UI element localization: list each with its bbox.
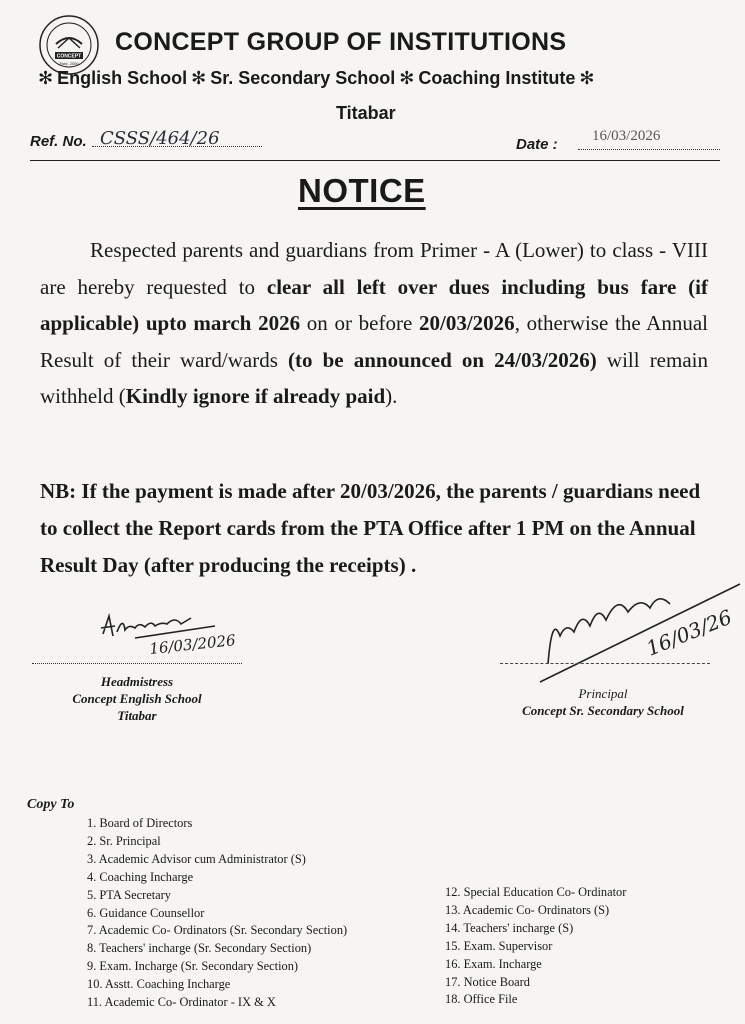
principal-signature <box>500 574 745 684</box>
principal-dashed-line <box>500 663 710 664</box>
date-value: 16/03/2026 <box>592 128 661 144</box>
headmistress-place: Titabar <box>117 708 157 723</box>
headmistress-title: Headmistress <box>100 674 174 689</box>
asterisk-icon: ✻ <box>579 68 595 88</box>
list-item: 16. Exam. Incharge <box>445 956 542 971</box>
copy-to-label: Copy To <box>27 797 75 812</box>
copy-to-list-left <box>87 815 347 1012</box>
list-item: 3. Academic Advisor cum Administrator (S) <box>87 851 306 866</box>
header-divider <box>30 160 720 161</box>
institution-wings <box>34 68 598 89</box>
principal-school: Concept Sr. Secondary School <box>522 703 684 718</box>
list-item: 17. Notice Board <box>445 974 530 989</box>
principal-block <box>498 685 708 719</box>
ref-number: CSSS/464/26 <box>100 128 220 149</box>
list-item: 12. Special Education Co- Ordinator <box>445 885 627 899</box>
wing-coaching-institute: Coaching Institute <box>418 68 576 88</box>
list-item: 10. Asstt. Coaching Incharge <box>87 977 231 992</box>
asterisk-icon: ✻ <box>191 68 207 88</box>
list-item: 8. Teachers' incharge (Sr. Secondary Section) <box>87 941 312 956</box>
list-item: 4. Coaching Incharge <box>87 869 194 884</box>
notice-title: NOTICE <box>298 172 426 209</box>
wing-sr-secondary-school: Sr. Secondary School <box>210 68 396 88</box>
body-text-5: ). <box>385 384 398 408</box>
nb-note: NB: If the payment is made after 20/03/2026, the parents / guardians need to collect the Report cards from the PTA Office after 1 PM on the Annual Result Day (after producing the receipts) . <box>40 479 701 577</box>
headmistress-sign-date: 16/03/2026 <box>148 631 237 658</box>
institution-name: CONCEPT GROUP OF INSTITUTIONS <box>115 28 567 56</box>
body-bold-dues: clear all left over dues including bus fare (if applicable) upto march 2026 <box>40 274 708 335</box>
body-bold-announce: (to be announced on 24/03/2026) <box>288 347 597 372</box>
list-item: 11. Academic Co- Ordinator - IX & X <box>87 995 276 1010</box>
institution-place: Titabar <box>336 103 396 123</box>
headmistress-school: Concept English School <box>72 691 202 706</box>
copy-to-list-right <box>445 884 626 1009</box>
body-text-3: , otherwise the Annual Result of their ward/wards <box>40 311 709 372</box>
list-item: 18. Office File <box>445 992 518 1007</box>
list-item: 13. Academic Co- Ordinators (S) <box>445 902 610 917</box>
asterisk-icon: ✻ <box>399 68 415 88</box>
list-item: 1. Board of Directors <box>87 816 193 830</box>
date-label: Date : <box>516 136 558 153</box>
wing-english-school: English School <box>57 68 188 88</box>
body-text-2: on or before <box>306 311 413 335</box>
date-dotted-line <box>578 149 720 150</box>
asterisk-icon: ✻ <box>38 68 54 88</box>
logo-estd: Estd. 2000 <box>59 61 79 66</box>
body-text-4: will remain withheld ( <box>40 347 708 408</box>
list-item: 14. Teachers' incharge (S) <box>445 920 574 935</box>
body-bold-ignore: Kindly ignore if already paid <box>125 384 386 408</box>
list-item: 7. Academic Co- Ordinators (Sr. Secondary Section) <box>87 923 348 938</box>
ref-label: Ref. No. <box>30 133 87 150</box>
body-bold-deadline: 20/03/2026 <box>419 311 515 335</box>
principal-title: Principal <box>578 686 628 701</box>
notice-body <box>40 232 708 415</box>
list-item: 5. PTA Secretary <box>87 887 171 902</box>
headmistress-block <box>32 673 242 724</box>
list-item: 15. Exam. Supervisor <box>445 938 553 953</box>
list-item: 9. Exam. Incharge (Sr. Secondary Section) <box>87 959 299 974</box>
body-text-1: Respected parents and guardians from Primer - A (Lower) to class - VIII are hereby requested to <box>40 238 708 299</box>
list-item: 6. Guidance Counsellor <box>87 905 205 920</box>
institution-logo <box>38 14 100 76</box>
principal-sign-date: 16/03/26 <box>642 604 736 661</box>
logo-text: CONCEPT <box>56 53 82 60</box>
list-item: 2. Sr. Principal <box>87 833 161 848</box>
headmistress-dotted-line <box>32 663 242 664</box>
